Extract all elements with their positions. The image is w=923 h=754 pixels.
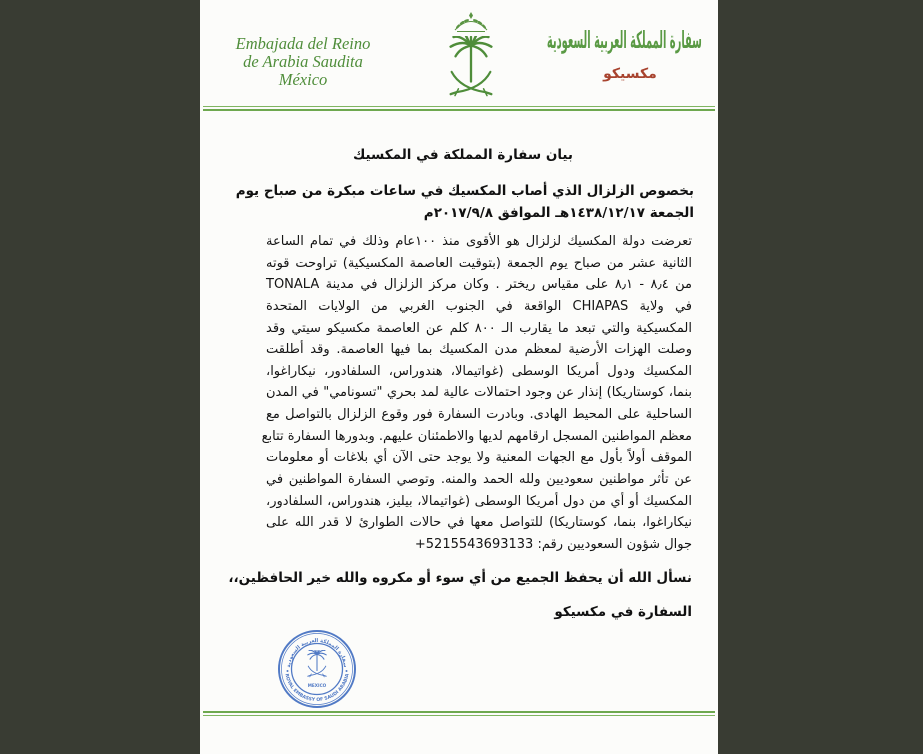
stamp-text-english: ROYAL EMBASSY OF SAUDI ARABIA [283, 673, 351, 704]
embassy-name-arabic: سفارة المملكة العربية السعودية [546, 27, 702, 55]
subject-line-date: الجمعة ١٤٣٨/١٢/١٧هـ الموافق ٢٠١٧/٩/٨م [423, 205, 694, 221]
body-line: معظم المواطنين المسجل ارقامهم لديها والاطمئنان عليهم. وبدورها السفارة تتابع [261, 428, 692, 444]
letter-page [200, 0, 718, 754]
phone-number: +5215543693133 [414, 536, 534, 552]
signature: السفارة في مكسيكو [554, 604, 692, 620]
body-line: من ٨٫٤ - ٨٫١ على مقياس ريختر . وكان مركز الزلزال في مدينة TONALA [266, 277, 692, 293]
stamp-text-arabic: سفارة المملكة العربية السعودية [286, 637, 349, 668]
body-line: وصلت الهزات الأرضية لمعظم مدن المكسيك بما فيها العاصمة. وقد أطلقت [266, 342, 692, 358]
emblem-crest [455, 12, 487, 32]
stamp-emblem-icon [308, 648, 326, 677]
embassy-stamp [277, 629, 357, 709]
header-rule [203, 106, 715, 107]
body-line: الموقف أولاً بأول مع الجهات المعنية ولا يوجد حتى الآن أي بلاغات أو معلومات [266, 450, 692, 466]
footer-rule [203, 715, 715, 716]
header-rule [203, 109, 715, 111]
embassy-name-es-line: de Arabia Saudita [243, 52, 363, 71]
letter-subject [235, 180, 694, 224]
phone-label: جوال شؤون السعوديين رقم: [537, 536, 692, 552]
body-line: بنما، كوستاريكا) إنذار عن وجود احتمالات عالية لمد بحري "تسونامي" في المدن [266, 385, 692, 401]
saudi-emblem-icon [446, 8, 496, 98]
embassy-city-arabic: مكسيكو [603, 66, 657, 82]
body-line: الثانية عشر من صباح يوم الجمعة (بتوقيت العاصمة المكسيكية) تراوحت قوته [266, 255, 692, 271]
body-line-phone [266, 534, 692, 556]
embassy-name-spanish [228, 35, 378, 89]
closing-prayer: نسأل الله أن يحفظ الجميع من أي سوء أو مكروه والله خير الحافظين،، [228, 570, 692, 586]
stamp-city: MEXICO [307, 683, 327, 688]
body-line: عن تأثر مواطنين سعوديين ولله الحمد والمنه. وتوصي السفارة المواطنين في [266, 471, 692, 487]
body-line: نيكاراغوا، بنما، كوستاريكا) للتواصل معها في حالات الطوارئ لا قدر الله على [266, 515, 692, 531]
embassy-name-es-line: México [278, 70, 328, 89]
body-line: في ولاية CHIAPAS الواقعة في الجنوب الغربي من الولايات المتحدة [266, 298, 692, 314]
body-line: المكسيكية والتي تبعد ما يقارب الـ ٨٠٠ كلم عن العاصمة مكسيكو سيتي وقد [266, 320, 692, 336]
subject-line: بخصوص الزلزال الذي أصاب المكسيك في ساعات مبكرة من صباح يوم [235, 183, 694, 199]
letter-title: بيان سفارة المملكة في المكسيك [352, 147, 574, 163]
letter-body [261, 231, 692, 555]
body-line: المكسيك أو أي من دول أمريكا الوسطى (غواتيمالا، بيليز، هندوراس، السلفادور، [266, 493, 692, 509]
body-line: المكسيك ودول أمريكا الوسطى (غواتيمالا، هندوراس، السلفادور، نيكاراغوا، [266, 363, 692, 379]
footer-rule [203, 711, 715, 713]
body-line: الساحلية على المحيط الهادى. وبادرت السفارة فور وقوع الزلزال بالتواصل مع [266, 407, 692, 422]
body-line: تعرضت دولة المكسيك لزلزال هو الأقوى منذ ١٠٠عام وذلك في تمام الساعة [266, 234, 692, 249]
embassy-name-es-line: Embajada del Reino [235, 34, 371, 53]
